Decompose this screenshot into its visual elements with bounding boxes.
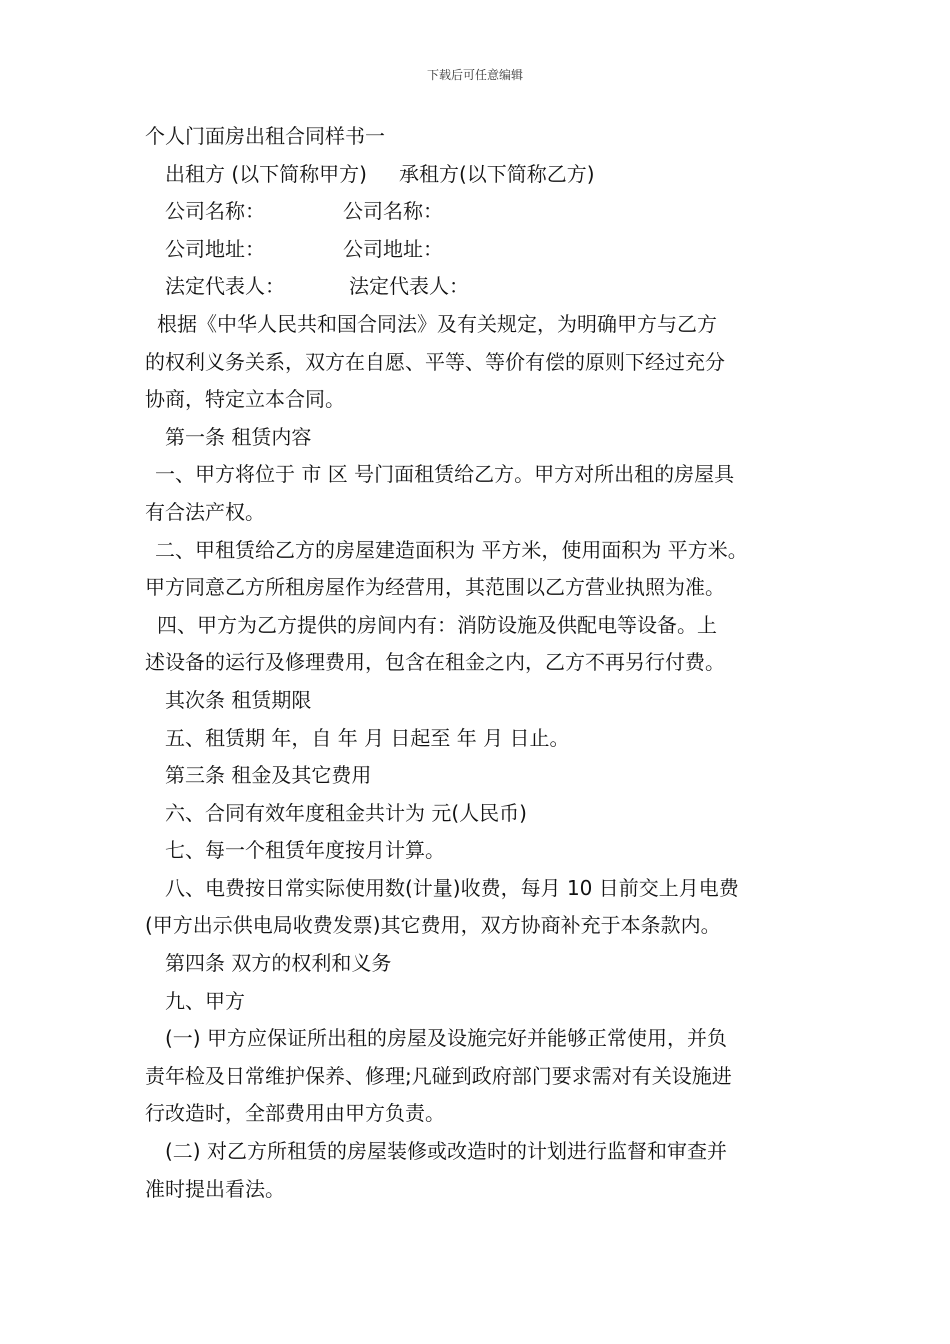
- article-heading: 第一条 租赁内容: [165, 424, 312, 449]
- body-line: 责年检及日常维护保养、修理;凡碰到政府部门要求需对有关设施进: [145, 1063, 732, 1088]
- body-line: 四、甲方为乙方提供的房间内有：消防设施及供配电等设备。上: [157, 612, 717, 637]
- contract-document: [145, 118, 815, 1208]
- body-line: 行改造时，全部费用由甲方负责。: [145, 1101, 445, 1126]
- body-line: (二) 对乙方所租赁的房屋装修或改造时的计划进行监督和审查并: [165, 1139, 727, 1164]
- lessor-legal-rep-label: 法定代表人：: [165, 274, 285, 299]
- body-line: 九、甲方: [165, 988, 245, 1013]
- lessee-company-address-label: 公司地址：: [343, 236, 443, 261]
- page-header-note: 下载后可任意编辑: [426, 68, 523, 82]
- article-heading: 第三条 租金及其它费用: [165, 763, 372, 788]
- article-heading: 第四条 双方的权利和义务: [165, 951, 392, 976]
- body-line: 六、合同有效年度租金共计为 元(人民币): [165, 800, 527, 825]
- parties-line: [145, 156, 815, 194]
- company-address-row: [145, 231, 815, 269]
- lessor-company-address-label: 公司地址：: [165, 236, 265, 261]
- body-line: 一、甲方将位于 市 区 号门面租赁给乙方。甲方对所出租的房屋具: [155, 462, 735, 487]
- body-line: (一) 甲方应保证所出租的房屋及设施完好并能够正常使用，并负: [165, 1026, 727, 1051]
- document-title: 个人门面房出租合同样书一: [145, 124, 385, 148]
- body-line: 有合法产权。: [145, 499, 265, 524]
- company-name-row: [145, 193, 815, 231]
- lessor-company-name-label: 公司名称：: [165, 199, 265, 224]
- body-line: (甲方出示供电局收费发票)其它费用，双方协商补充于本条款内。: [145, 913, 721, 938]
- body-line: 二、甲租赁给乙方的房屋建造面积为 平方米，使用面积为 平方米。: [155, 537, 748, 562]
- lessee-label: 承租方(以下简称乙方): [398, 161, 595, 186]
- legal-rep-row: [145, 268, 815, 306]
- body-line: 述设备的运行及修理费用，包含在租金之内，乙方不再另行付费。: [145, 650, 725, 675]
- body-line: 根据《中华人民共和国合同法》及有关规定，为明确甲方与乙方: [157, 311, 717, 336]
- body-line: 甲方同意乙方所租房屋作为经营用，其范围以乙方营业执照为准。: [145, 575, 725, 600]
- lessee-legal-rep-label: 法定代表人：: [349, 274, 469, 299]
- body-line: 协商，特定立本合同。: [145, 387, 345, 412]
- body-line: 准时提出看法。: [145, 1176, 285, 1201]
- lessor-label: 出租方 (以下简称甲方): [165, 161, 367, 186]
- lessee-company-name-label: 公司名称：: [343, 199, 443, 224]
- body-line: 的权利义务关系，双方在自愿、平等、等价有偿的原则下经过充分: [145, 349, 725, 374]
- body-line: 八、电费按日常实际使用数(计量)收费，每月 10 日前交上月电费: [165, 875, 739, 900]
- body-line: 五、租赁期 年，自 年 月 日起至 年 月 日止。: [165, 725, 570, 750]
- article-heading: 其次条 租赁期限: [165, 687, 312, 712]
- body-line: 七、每一个租赁年度按月计算。: [165, 838, 445, 863]
